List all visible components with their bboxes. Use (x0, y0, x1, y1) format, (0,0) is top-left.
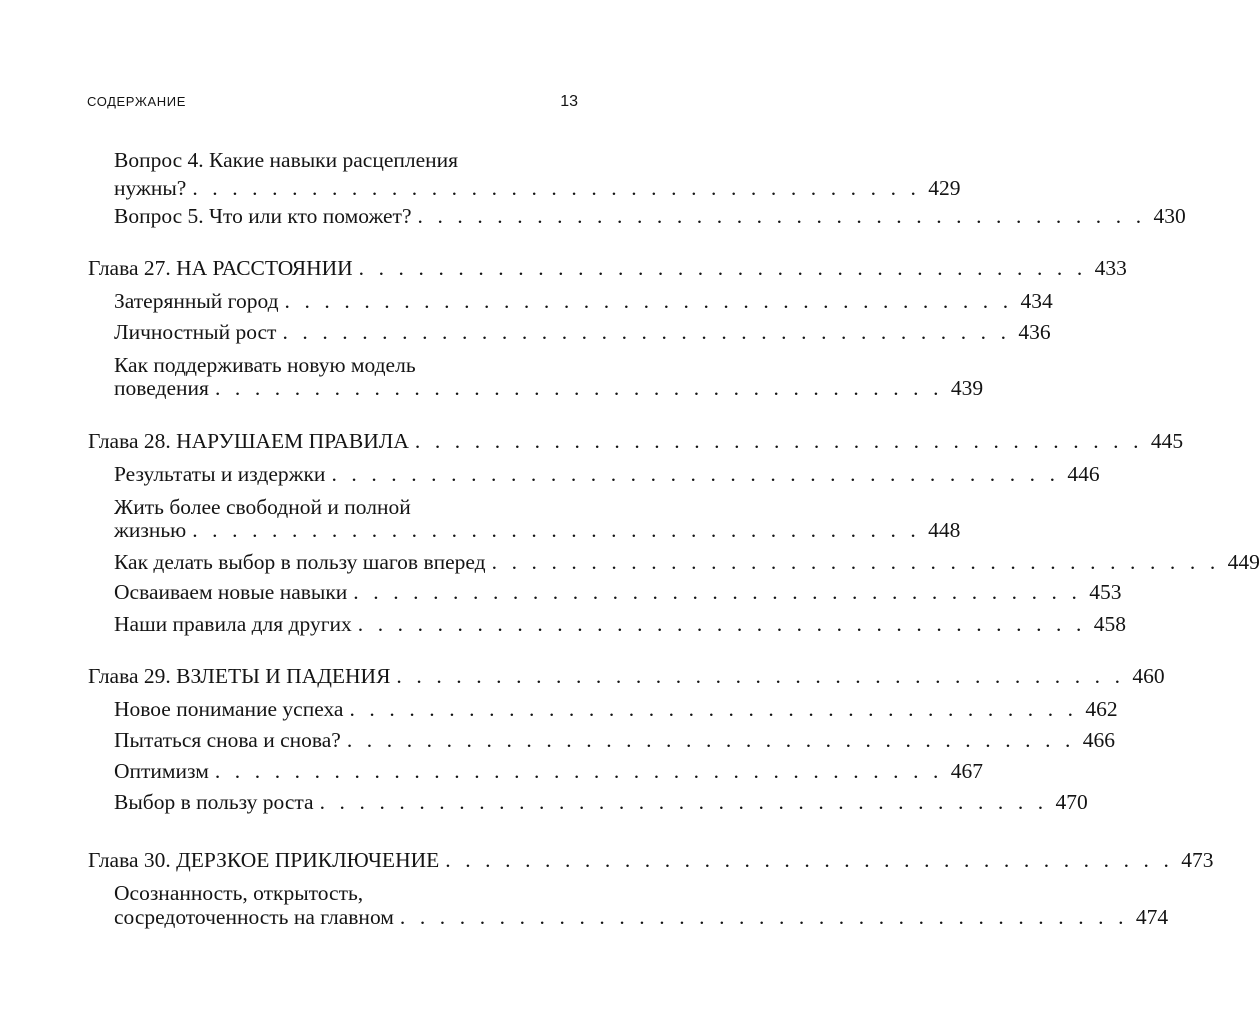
toc-entry-title: Наши правила для других (114, 612, 352, 636)
dot-leader: . . . . . . . . . . . . . . . . . . . . . . . . . . . . . . . . . . . . . (414, 429, 1144, 453)
toc-entry-page: 470 (1055, 790, 1088, 814)
toc-entry-row (114, 609, 1126, 639)
page-number: 13 (560, 93, 578, 110)
toc-chapter-title: Глава 29. ВЗЛЕТЫ И ПАДЕНИЯ (88, 664, 391, 688)
toc-entry-page: 433 (1094, 256, 1127, 280)
toc-chapter-title: Глава 30. ДЕРЗКОЕ ПРИКЛЮЧЕНИЕ (88, 848, 440, 872)
toc-entry-row (114, 317, 1051, 347)
toc-entry-title: Вопрос 5. Что или кто поможет? (114, 204, 412, 228)
toc-entry-title: Осваиваем новые навыки (114, 580, 348, 604)
dot-leader: . . . . . . . . . . . . . . . . . . . . . . . . . . . . . . . . . . . . . (491, 550, 1220, 574)
toc-entry-row (114, 373, 984, 403)
toc-entry-title: Оптимизм (114, 759, 209, 783)
toc-entry-page: 466 (1082, 728, 1116, 752)
toc-entry-title: Результаты и издержки (114, 462, 326, 486)
toc-entry-page: 439 (950, 376, 984, 400)
toc-entry-title: Как делать выбор в пользу шагов вперед (114, 550, 486, 574)
toc-entry-page: 445 (1150, 429, 1184, 453)
dot-leader: . . . . . . . . . . . . . . . . . . . . . . . . . . . . . . . . . . . . . (284, 289, 1013, 313)
toc-entry-row (114, 515, 961, 545)
dot-leader: . . . . . . . . . . . . . . . . . . . . . . . . . . . . . . . . . . . . . (399, 905, 1129, 929)
toc-chapter-title: Глава 28. НАРУШАЕМ ПРАВИЛА (88, 429, 409, 453)
toc-entry-title: Личностный рост (114, 320, 277, 344)
dot-leader: . . . . . . . . . . . . . . . . . . . . . . . . . . . . . . . . . . . . . (349, 697, 1078, 721)
toc-entry-row (114, 756, 984, 786)
dot-leader: . . . . . . . . . . . . . . . . . . . . . . . . . . . . . . . . . . . . . (346, 728, 1076, 752)
dot-leader: . . . . . . . . . . . . . . . . . . . . . . . . . . . . . . . . . . . . . (192, 518, 921, 542)
toc-entry-page: 429 (928, 176, 961, 200)
toc-entry-row (114, 286, 1053, 316)
toc-entry-row (114, 201, 1186, 231)
toc-entry-title: Новое понимание успеха (114, 697, 344, 721)
running-head: СОДЕРЖАНИЕ (87, 94, 187, 109)
toc-chapter-row (88, 253, 1127, 283)
toc-entry-row (114, 459, 1100, 489)
toc-chapter-title: Глава 27. НА РАССТОЯНИИ (88, 256, 353, 280)
dot-leader: . . . . . . . . . . . . . . . . . . . . . . . . . . . . . . . . . . . . . (417, 204, 1146, 228)
toc-entry-text-line (114, 145, 578, 175)
toc-entry-page: 473 (1181, 848, 1214, 872)
toc-entry-title: поведения (114, 376, 209, 400)
toc-entry-page: 436 (1018, 320, 1051, 344)
toc-entry-row (114, 577, 1122, 607)
dot-leader: . . . . . . . . . . . . . . . . . . . . . . . . . . . . . . . . . . . . . (214, 759, 944, 783)
toc-entry-page: 458 (1093, 612, 1126, 636)
dot-leader: . . . . . . . . . . . . . . . . . . . . . . . . . . . . . . . . . . . . . (331, 462, 1060, 486)
toc-entry-page: 462 (1085, 697, 1118, 721)
dot-leader: . . . . . . . . . . . . . . . . . . . . . . . . . . . . . . . . . . . . . (445, 848, 1174, 872)
toc-entry-page: 448 (928, 518, 961, 542)
toc-entry-page: 453 (1089, 580, 1122, 604)
toc-entry-title: жизнью (114, 518, 187, 542)
toc-entry-row (114, 725, 1116, 755)
dot-leader: . . . . . . . . . . . . . . . . . . . . . . . . . . . . . . . . . . . . . (319, 790, 1048, 814)
toc-entry-page: 474 (1135, 905, 1169, 929)
toc-entry-title: Затерянный город (114, 289, 279, 313)
toc-entry-title: Жить более свободной и полной (114, 495, 411, 519)
toc-entry-title: нужны? (114, 176, 187, 200)
toc-chapter-row (88, 661, 1165, 691)
toc-entry-page: 467 (950, 759, 984, 783)
toc-entry-title: сосредоточенность на главном (114, 905, 394, 929)
toc-entry-title: Как поддерживать новую модель (114, 353, 416, 377)
toc-entry-row (114, 787, 1088, 817)
dot-leader: . . . . . . . . . . . . . . . . . . . . . . . . . . . . . . . . . . . . . (396, 664, 1125, 688)
toc-entry-row (114, 694, 1118, 724)
toc-entry-page: 446 (1067, 462, 1100, 486)
toc-chapter-row (88, 845, 1214, 875)
dot-leader: . . . . . . . . . . . . . . . . . . . . . . . . . . . . . . . . . . . . . (214, 376, 944, 400)
toc-entry-row (114, 173, 961, 203)
dot-leader: . . . . . . . . . . . . . . . . . . . . . . . . . . . . . . . . . . . . . (282, 320, 1011, 344)
dot-leader: . . . . . . . . . . . . . . . . . . . . . . . . . . . . . . . . . . . . . (357, 612, 1086, 636)
toc-entry-row (114, 902, 1169, 932)
toc-entry-row (114, 547, 1260, 577)
toc-entry-title: Осознанность, открытость, (114, 881, 364, 905)
toc-entry-title: Пытаться снова и снова? (114, 728, 341, 752)
dot-leader: . . . . . . . . . . . . . . . . . . . . . . . . . . . . . . . . . . . . . (353, 580, 1082, 604)
toc-entry-page: 460 (1132, 664, 1165, 688)
dot-leader: . . . . . . . . . . . . . . . . . . . . . . . . . . . . . . . . . . . . . (358, 256, 1087, 280)
toc-entry-title: Вопрос 4. Какие навыки расцепления (114, 148, 459, 172)
dot-leader: . . . . . . . . . . . . . . . . . . . . . . . . . . . . . . . . . . . . . (192, 176, 921, 200)
toc-entry-page: 430 (1153, 204, 1186, 228)
toc-entry-page: 449 (1227, 550, 1260, 574)
toc-entry-title: Выбор в пользу роста (114, 790, 314, 814)
toc-entry-page: 434 (1020, 289, 1053, 313)
toc-chapter-row (88, 426, 1184, 456)
